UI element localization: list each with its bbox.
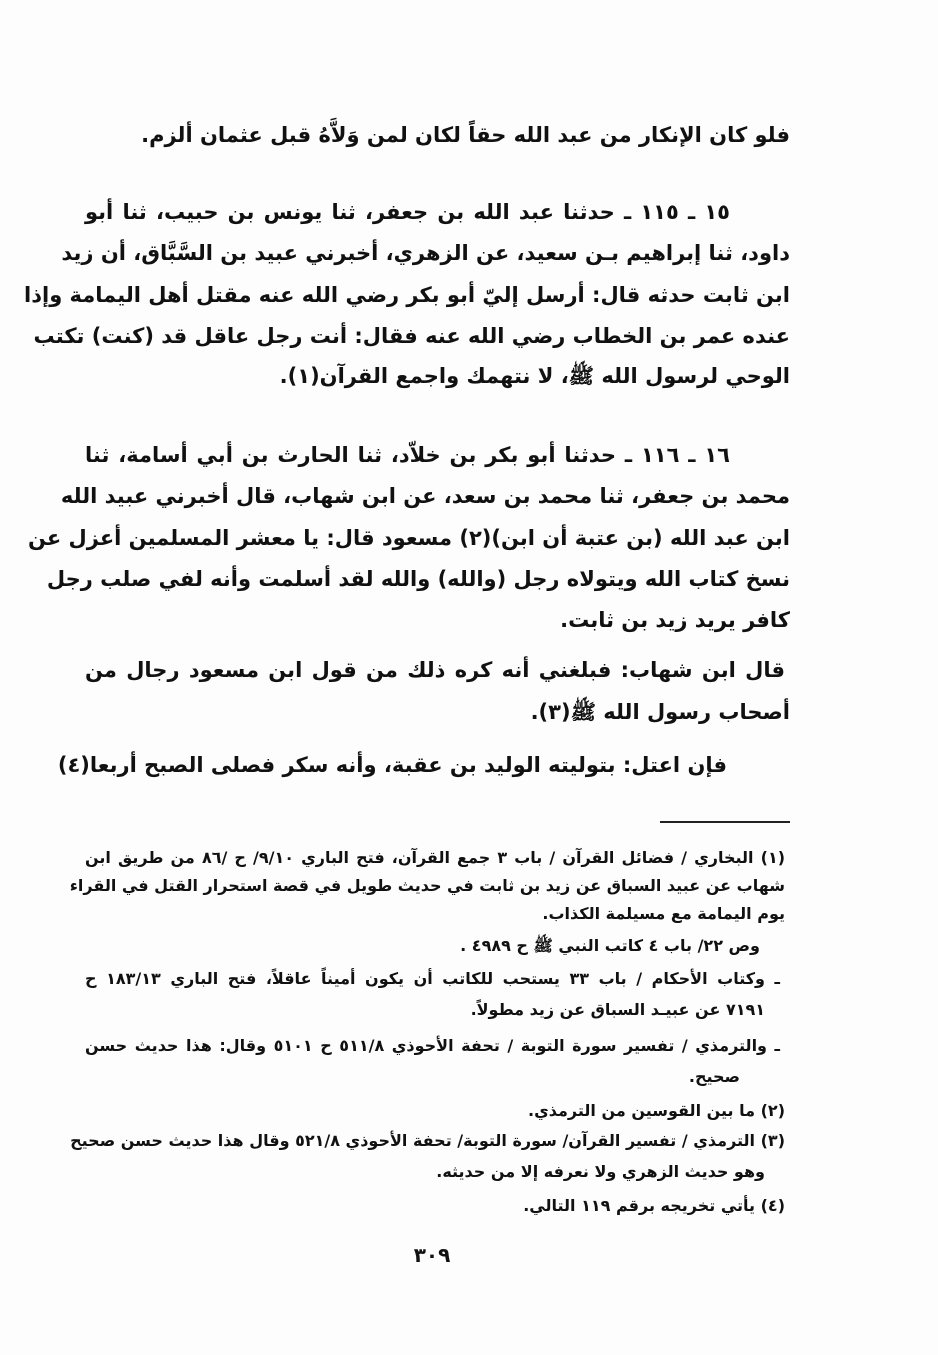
- page-number: ٣٠٩: [413, 1243, 451, 1267]
- objection-line: فإن اعتل: بتوليته الوليد بن عقبة، وأنه سكر فصلى الصبح أربعا(٤): [57, 753, 727, 777]
- hadith-116-line-4: نسخ كتاب الله ويتولاه رجل (والله) والله لقد أسلمت وأنه لفي صلب رجل: [46, 567, 790, 591]
- hadith-116-line-1: ١٦ ـ ١١٦ ـ حدثنا أبو بكر بن خلاّد، ثنا الحارث بن أبي أسامة، ثنا: [85, 443, 730, 467]
- footnote-line-10: (٣) الترمذي / تفسير القرآن/ سورة التوبة/ تحفة الأحوذي ٥٢١/٨ وقال هذا حديث حسن صحيح: [70, 1131, 785, 1150]
- footnote-line-12: (٤) يأتي تخريجه برقم ١١٩ التالي.: [523, 1196, 785, 1215]
- footnote-line-9: (٢) ما بين القوسين من الترمذي.: [528, 1101, 785, 1120]
- ibn-shihab-line-2: أصحاب رسول الله ﷺ(٣).: [530, 700, 790, 724]
- footnote-line-8: صحيح.: [688, 1067, 740, 1086]
- hadith-116-line-2: محمد بن جعفر، ثنا محمد بن سعد، عن ابن شهاب، قال أخبرني عبيد الله: [60, 484, 790, 508]
- footnote-line-7: ـ والترمذي / تفسير سورة التوبة / تحفة الأحوذي ٥١١/٨ ح ٥١٠١ وقال: هذا حديث حسن: [85, 1036, 781, 1055]
- footnote-line-3: يوم اليمامة مع مسيلمة الكذاب.: [542, 904, 785, 923]
- footnote-line-1: (١) البخاري / فضائل القرآن / باب ٣ جمع القرآن، فتح الباري ٩/١٠/ ح /٨٦ من طريق ابن: [85, 848, 786, 867]
- hadith-115-line-2: داود، ثنا إبراهيم بـن سعيد، عن الزهري، أخبرني عبيد بن السَّبَّاق، أن زيد: [61, 241, 790, 265]
- footnote-line-2: شهاب عن عبيد السباق عن زيد بن ثابت في حديث طويل في قصة استحرار القتل في القراء: [69, 876, 785, 895]
- hadith-115-line-4: عنده عمر بن الخطاب رضي الله عنه فقال: أنت رجل عاقل قد (كنت) تكتب: [33, 324, 790, 348]
- hadith-116-line-5: كافر يريد زيد بن ثابت.: [560, 608, 790, 632]
- hadith-115-line-1: ١٥ ـ ١١٥ ـ حدثنا عبد الله بن جعفر، ثنا يونس بن حبيب، ثنا أبو: [85, 200, 730, 224]
- ibn-shihab-line-1: قال ابن شهاب: فبلغني أنه كره ذلك من قول ابن مسعود رجال من: [85, 658, 785, 682]
- hadith-115-line-5: الوحي لرسول الله ﷺ، لا نتهمك واجمع القرآن(١).: [279, 364, 790, 388]
- footnote-line-6: ٧١٩١ عن عبيـد السباق عن زيد مطولاً.: [470, 1000, 765, 1019]
- hadith-116-line-3: ابن عبد الله (بن عتبة أن ابن)(٢) مسعود قال: يا معشر المسلمين أعزل عن: [27, 526, 790, 550]
- footnote-line-11: وهو حديث الزهري ولا نعرفه إلا من حديثه.: [436, 1162, 765, 1181]
- footnote-line-4: وص ٢٢/ باب ٤ كاتب النبي ﷺ ح ٤٩٨٩ .: [460, 936, 760, 955]
- footnote-line-5: ـ وكتاب الأحكام / باب ٣٣ يستحب للكاتب أن يكون أميناً عاقلاً، فتح الباري ١٨٣/١٣ ح: [85, 969, 781, 988]
- intro-line: فلو كان الإنكار من عبد الله حقاً لكان لمن وَلاَّهُ قبل عثمان ألزم.: [141, 123, 790, 147]
- hadith-115-line-3: ابن ثابت حدثه قال: أرسل إليّ أبو بكر رضي الله عنه مقتل أهل اليمامة وإذا: [24, 283, 790, 307]
- footnote-separator: [660, 821, 790, 823]
